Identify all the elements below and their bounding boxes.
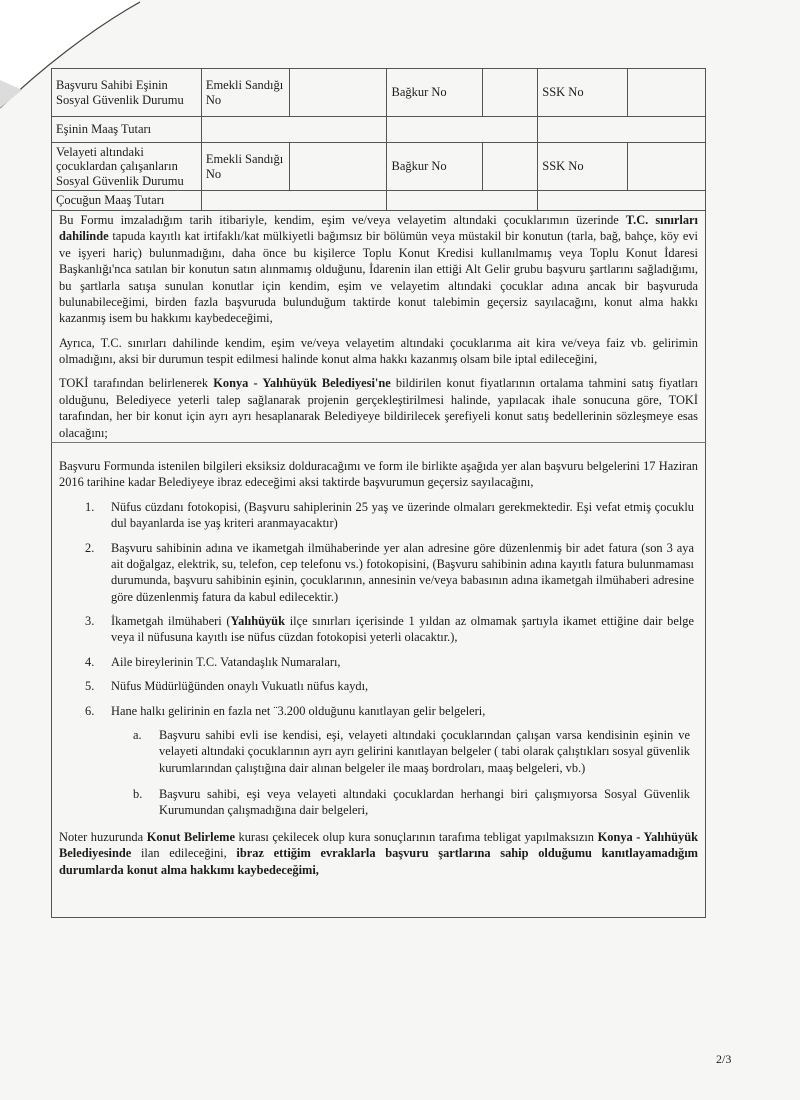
emekli-value-cell[interactable] [289, 143, 387, 191]
bagkur-value-cell[interactable] [483, 69, 538, 117]
spouse-security-label: Başvuru Sahibi Eşinin Sosyal Güvenlik Durumu [52, 69, 202, 117]
text-run: ilan edileceğini, [131, 846, 237, 861]
child-salary-label: Çocuğun Maaş Tutarı [52, 191, 202, 211]
documents-section [51, 458, 706, 886]
document-list [59, 499, 698, 819]
list-item [85, 678, 698, 694]
item-text: Başvuru sahibinin adına ve ikametgah ilmühaberinde yer alan adresine göre düzenlenmiş bir adet fatura (son 3 aya ait doğalgaz, elektrik, su, telefon, cep telefonu vs.) fotokopisini, (Başvuru sahibinin adına kayıtlı fatura bulunmaması durumunda, başvuru sahibinin eşinin, çocuklarının, annesinin ve/veya babasının adına ikametgah ilmühaberi adresine göre düzenlenmiş fatura da kabul edilecektir.) [111, 540, 694, 604]
item-number: 2. [85, 540, 95, 555]
item-number: 1. [85, 499, 95, 514]
sub-list-item [133, 727, 694, 776]
sub-item-letter: b. [133, 787, 143, 801]
text-run: İkametgah ilmühaberi ( [111, 614, 231, 628]
closing-paragraph [59, 829, 698, 878]
text-run: ilçe sınırları içerisinde 1 yıldan az olmamak şartıyla ikamet ettiğine dair belge veya il nüfusuna kayıtlı ise nüfus cüzdan fotokopisi yeterli olacaktır.), [111, 614, 694, 645]
text-run: kurası çekilecek olup kura sonuçlarının tarafıma tebligat yapılmaksızın [234, 829, 598, 844]
bold-text-run: Yalıhüyük [230, 614, 285, 628]
item-text: Aile bireylerinin T.C. Vatandaşlık Numaraları, [111, 654, 341, 669]
declaration-paragraph-3 [59, 375, 698, 441]
list-item [85, 540, 698, 606]
bold-text-run: Konut Belirleme [146, 829, 235, 844]
spouse-salary-cell[interactable] [201, 117, 387, 143]
text-run: tapuda kayıtlı kat irtifaklı/kat mülkiyetli bağımsız bir bölümün veya müstakil bir konutun (tarla, bağ, bahçe, köy evi ve işyeri hariç) bulunmadığını, daha önce bu kişilerce Toplu Konut Kredisi kullanılmamış veya Toplu Konut İdaresi Başkanlığı'nca satılan bir konutun satın alınmamış olduğunu, İdarenin ilan ettiği Alt Gelir grubu başvuru şartlarını sağladığımı, bu şartlarla satışa sunulan konutlar için kendim, eşim ve velayetim altındaki çocuklar adına ancak bir başvuruda bulunabileceğimi, birden fazla başvuruda bulunduğum taktirde konut talebimin geçersiz sayılacağını, konut alma hakkı kazanmış isem bu hakkımı kaybedeceğimi, [59, 229, 698, 326]
sub-item-text: Başvuru sahibi evli ise kendisi, eşi, velayeti altındaki çocuklarından çalışan varsa kendisinin eşinin ve velayeti altındaki çocuklarının ayrı ayrı gelirini kanıtlayan belgeler ( tabi olarak çalıştıkları sosyal güvenlik kurumlarından çalıştığına dair alınan belgeler ile maaş bordroları, maaş belgeleri, vb.) [159, 727, 690, 775]
sub-item-letter: a. [133, 727, 142, 742]
item-text: Nüfus Müdürlüğünden onaylı Vukuatlı nüfus kaydı, [111, 679, 369, 694]
bagkur-label: Bağkur No [387, 143, 483, 191]
emekli-label: Emekli Sandığı No [201, 69, 289, 117]
item-text: Nüfus cüzdanı fotokopisi, (Başvuru sahiplerinin 25 yaş ve üzerinde olmaları gerekmektedir. Eşi vefat etmiş çocuklu dul bayanlarda ise yaş kriteri aranmayacaktır) [111, 499, 694, 531]
table-row [52, 117, 706, 143]
list-item [85, 703, 698, 819]
documents-intro: Başvuru Formunda istenilen bilgileri eksiksiz dolduracağımı ve form ile birlikte aşağıda yer alan başvuru belgelerini 17 Haziran 2016 tarihine kadar Belediyeye ibraz edeceğimi aksi taktirde başvurumun geçersiz sayılacağını, [59, 459, 698, 490]
ssk-value-cell[interactable] [628, 143, 706, 191]
sub-list-item [133, 786, 694, 819]
bold-text-run: T.C. sınırları dahilinde [59, 213, 698, 244]
item-number: 6. [85, 703, 95, 718]
ssk-value-cell[interactable] [628, 69, 706, 117]
spouse-salary-label: Eşinin Maaş Tutarı [52, 117, 202, 143]
list-item [85, 654, 698, 670]
item-text: Hane halkı gelirinin en fazla net ¨3.200 olduğunu kanıtlayan gelir belgeleri, [111, 703, 486, 718]
social-security-table [51, 68, 706, 211]
item-number: 5. [85, 679, 95, 694]
table-row [52, 143, 706, 191]
declaration-paragraph-2: Ayrıca, T.C. sınırları dahilinde kendim, eşim ve/veya velayetim altındaki çocuklarıma ait kira ve/veya faiz vb. gelirimin olmadığını, aksi bir durumun tespit edilmesi halinde konut alma hakkı kazanmış olsam bile iptal edileceğini, [59, 335, 698, 366]
empty-cell [387, 117, 538, 143]
empty-cell [538, 191, 706, 211]
list-item [85, 613, 698, 646]
ssk-label: SSK No [538, 69, 628, 117]
bagkur-value-cell[interactable] [483, 143, 538, 191]
page-number: 2/3 [716, 1052, 732, 1066]
item-number: 4. [85, 654, 95, 669]
children-security-label: Velayeti altındaki çocuklardan çalışanların Sosyal Güvenlik Durumu [52, 143, 202, 191]
emekli-label: Emekli Sandığı No [201, 143, 289, 191]
item-number: 3. [85, 614, 95, 628]
text-run: Noter huzurunda [59, 829, 147, 844]
sub-list [111, 727, 694, 819]
text-run: bildirilen konut fiyatlarının ortalama tahmini satış fiyatları olduğunu, Belediyece yeterli talep sağlanarak projenin gerçekleştirilmesi halinde, yapılacak ihale sonucuna göre, TOKİ tarafından, her bir konut için ayrı ayrı hesaplanarak Belediyeye bildirilecek şerefiyeli konut satış bedellerinin sözleşmeye esas olacağını; [59, 376, 699, 440]
text-run: Bu Formu imzaladığım tarih itibariyle, kendim, eşim ve/veya velayetim altındaki çocuklarımın üzerinde [59, 213, 626, 227]
emekli-value-cell[interactable] [289, 69, 387, 117]
declaration-paragraph-1 [59, 212, 698, 327]
table-row [52, 69, 706, 117]
bold-text-run: ibraz ettiğim evraklarla başvuru şartlarına sahip olduğumu kanıtlayamadığım durumlarda konut alma hakkımı kaybedeceğimi, [59, 846, 698, 877]
section-divider [51, 442, 706, 443]
declaration-section [51, 212, 706, 449]
bold-text-run: Konya - Yalıhüyük Belediyesi'ne [213, 376, 391, 391]
list-item [85, 499, 698, 532]
ssk-label: SSK No [538, 143, 628, 191]
text-run: TOKİ tarafından belirlenerek [59, 376, 214, 391]
empty-cell [538, 117, 706, 143]
sub-item-text: Başvuru sahibi, eşi veya velayeti altındaki çocuklardan herhangi biri çalışmıyorsa Sosyal Güvenlik Kurumundan çalışmadığına dair belgeleri, [159, 787, 690, 818]
child-salary-cell[interactable] [201, 191, 387, 211]
bagkur-label: Bağkur No [387, 69, 483, 117]
table-row [52, 191, 706, 211]
bold-text-run: Konya - Yalıhüyük Belediyesinde [59, 829, 698, 861]
empty-cell [387, 191, 538, 211]
